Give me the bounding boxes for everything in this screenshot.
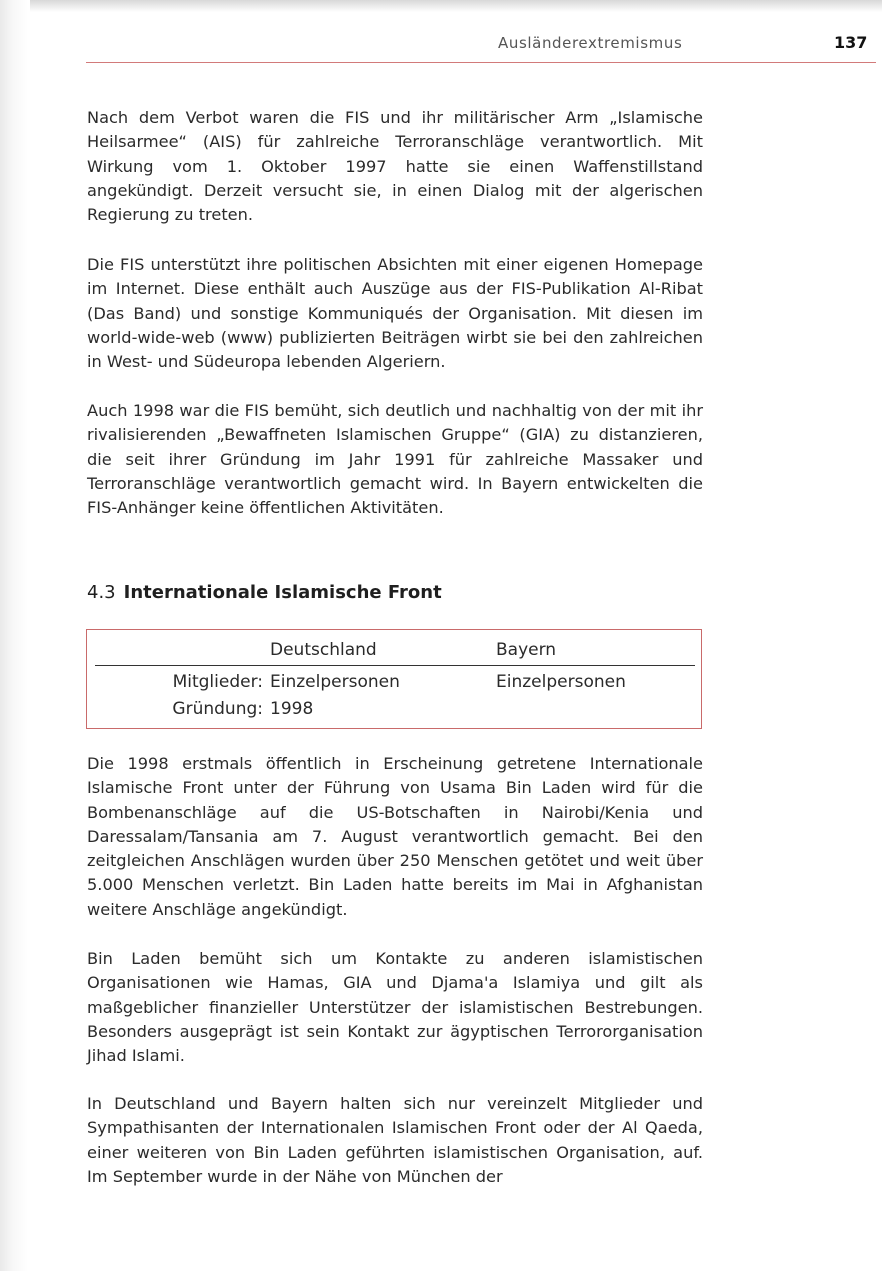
paragraph-fis-3: Auch 1998 war die FIS bemüht, sich deutlich und nachhaltig von der mit ihr rivalisierenden „Bewaffneten Islamischen Gruppe“ (GIA) zu distanzieren, die seit ihrer Gründung im Jahr 1991 für zahlreiche Massaker und Terroranschläge verantwortlich gemacht wird. In Bayern entwickelten die FIS-Anhänger keine öffentlichen Aktivitäten.: [87, 401, 703, 518]
founded-label: Gründung:: [172, 699, 263, 719]
organization-info-box: [86, 629, 702, 729]
table-rule: [95, 665, 695, 666]
page-number: 137: [834, 33, 868, 52]
column-header-germany: Deutschland: [270, 640, 377, 660]
founded-value: 1998: [270, 699, 314, 719]
running-header: [86, 34, 871, 62]
members-bavaria-value: Einzelpersonen: [496, 672, 626, 692]
section-title: Internationale Islamische Front: [123, 582, 442, 603]
running-title: Ausländerextremismus: [498, 34, 683, 52]
paragraph-iif-3: In Deutschland und Bayern halten sich nur vereinzelt Mitglieder und Sympathisanten der Internationalen Islamischen Front oder der Al Qaeda, einer weiteren von Bin Laden geführten islamistischen Organisation, auf. Im September wurde in der Nähe von München der: [87, 1094, 703, 1186]
paragraph-fis-2: Die FIS unterstützt ihre politischen Absichten mit einer eigenen Homepage im Internet. Diese enthält auch Auszüge aus der FIS-Publikation Al-Ribat (Das Band) und sonstige Kommuniqués der Organisation. Mit diesen im world-wide-web (www) publizierten Beiträgen wirbt sie bei den zahlreichen in West- und Südeuropa lebenden Algeriern.: [87, 255, 703, 372]
paragraph-fis-1: Nach dem Verbot waren die FIS und ihr militärischer Arm „Islamische Heilsarmee“ (AIS) für zahlreiche Terroranschläge verantwortlich. Mit Wirkung vom 1. Oktober 1997 hatte sie einen Waffenstillstand angekündigt. Derzeit versucht sie, in einen Dialog mit der algerischen Regierung zu treten.: [87, 108, 703, 225]
header-rule: [86, 62, 876, 63]
paragraph-iif-1: Die 1998 erstmals öffentlich in Erscheinung getretene Internationale Islamische Front unter der Führung von Usama Bin Laden wird für die Bombenanschläge auf die US-Botschaften in Nairobi/Kenia und Daressalam/Tansania am 7. August verantwortlich gemacht. Bei den zeitgleichen Anschlägen wurden über 250 Menschen getötet und weit über 5.000 Menschen verletzt. Bin Laden hatte bereits im Mai in Afghanistan weitere Anschläge angekündigt.: [87, 754, 703, 919]
members-label: Mitglieder:: [172, 672, 263, 692]
paragraph-iif-2: Bin Laden bemüht sich um Kontakte zu anderen islamistischen Organisationen wie Hamas, GIA und Djama'a Islamiya und gilt als maßgeblicher finanzieller Unterstützer der islamistischen Bestrebungen. Besonders ausgeprägt ist sein Kontakt zur ägyptischen Terrororganisation Jihad Islami.: [87, 949, 703, 1066]
section-number: 4.3: [87, 582, 116, 603]
page-edge-shadow: [30, 0, 882, 12]
column-header-bavaria: Bayern: [496, 640, 557, 660]
members-germany-value: Einzelpersonen: [270, 672, 400, 692]
section-heading: [87, 582, 442, 603]
